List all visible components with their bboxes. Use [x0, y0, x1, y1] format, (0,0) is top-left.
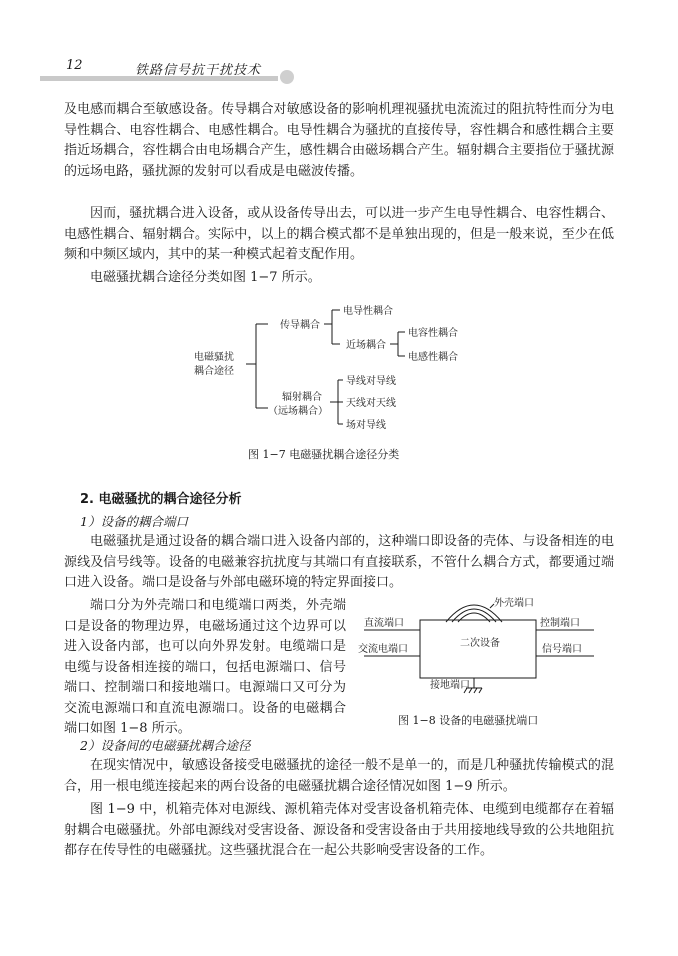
- device-label: 二次设备: [460, 638, 500, 649]
- ground-port-label: 接地端口: [430, 680, 470, 691]
- paragraph-3: 电磁骚扰耦合途径分类如图 1−7 所示。: [90, 270, 321, 285]
- paragraph-5: 端口分为外壳端口和电缆端口两类，外壳端口是设备的物理边界，电磁场通过这个边界可以进入设备内部，也可以向外界发射。电缆端口是电缆与设备相连接的端口，包括电源端口、信号端口、控制端口和接地端口。电源端口又可分为交流电源端口和直流电源端口。设备的电磁耦合端口如图 1−8 所示。: [64, 598, 346, 736]
- figure-1-7-diagram: [180, 298, 500, 438]
- paragraph-7: 图 1−9 中，机箱壳体对电源线、源机箱壳体对受害设备机箱壳体、电缆到电缆都存在着辐射耦合电磁骚扰。外部电源线对受害设备、源设备和受害设备由于共用接地线导致的公共地阻抗都存在传导性的电磁骚扰。这些骚扰混合在一起公共影响受害设备的工作。: [64, 802, 614, 858]
- book-title: 铁路信号抗干扰技术: [135, 63, 262, 78]
- control-port-label: 控制端口: [540, 618, 580, 629]
- inductive-coupling-label: 电感性耦合: [408, 352, 458, 363]
- figure-1-8-diagram: [356, 592, 616, 702]
- header-ornament: [280, 70, 294, 84]
- conductive-coupling-label: 电导性耦合: [343, 306, 393, 317]
- dc-port-label: 直流端口: [364, 618, 404, 629]
- figure-1-8-caption: 图 1−8 设备的电磁骚扰端口: [398, 714, 539, 727]
- page-number: 12: [66, 58, 83, 73]
- running-header: [40, 58, 640, 80]
- subheading-2: 2）设备间的电磁骚扰耦合途径: [80, 738, 251, 753]
- subheading-1: 1）设备的耦合端口: [80, 514, 188, 529]
- capacitive-coupling-label: 电容性耦合: [408, 328, 458, 339]
- far-field-label: （远场耦合）: [268, 406, 328, 417]
- paragraph-4: 电磁骚扰是通过设备的耦合端口进入设备内部的，这种端口即设备的壳体、与设备相连的电源线及信号线等。设备的电磁兼容抗扰度与其端口有直接联系，不管什么耦合方式，都要通过端口进入设备。端口是设备与外部电磁环境的特定界面接口。: [64, 534, 614, 590]
- paragraph-1: 及电感而耦合至敏感设备。传导耦合对敏感设备的影响机理视骚扰电流流过的阻抗特性而分为电导性耦合、电容性耦合、电感性耦合。电导性耦合为骚扰的直接传导，容性耦合和感性耦合主要指近场耦合，容性耦合由电场耦合产生，感性耦合由磁场耦合产生。辐射耦合主要指位于骚扰源的远场电路，骚扰源的发射可以看成是电磁波传播。: [64, 102, 614, 179]
- enclosure-port-label: 外壳端口: [494, 598, 534, 609]
- root-label-line1: 电磁骚扰: [194, 352, 234, 363]
- figure-1-7-caption: 图 1−7 电磁骚扰耦合途径分类: [248, 448, 400, 461]
- conduction-coupling-label: 传导耦合: [280, 320, 320, 331]
- radiation-coupling-label: 辐射耦合: [282, 392, 322, 403]
- paragraph-2: 因而，骚扰耦合进入设备，或从设备传导出去，可以进一步产生电导性耦合、电容性耦合、电感性耦合、辐射耦合。实际中，以上的耦合模式都不是单独出现的，但是一般来说，至少在低频和中频区域内，其中的某一种模式起着支配作用。: [64, 206, 614, 262]
- near-field-coupling-label: 近场耦合: [346, 340, 386, 351]
- field-to-wire-label: 场对导线: [346, 420, 386, 431]
- ac-port-label: 交流电端口: [358, 644, 408, 655]
- antenna-to-antenna-label: 天线对天线: [346, 398, 396, 409]
- paragraph-6: 在现实情况中，敏感设备接受电磁骚扰的途径一般不是单一的，而是几种骚扰传输模式的混合，用一根电缆连接起来的两台设备的电磁骚扰耦合途径情况如图 1−9 所示。: [64, 758, 614, 794]
- root-label-line2: 耦合途径: [194, 366, 234, 377]
- section-heading: 2. 电磁骚扰的耦合途径分析: [80, 492, 242, 507]
- signal-port-label: 信号端口: [542, 644, 582, 655]
- wire-to-wire-label: 导线对导线: [346, 376, 396, 387]
